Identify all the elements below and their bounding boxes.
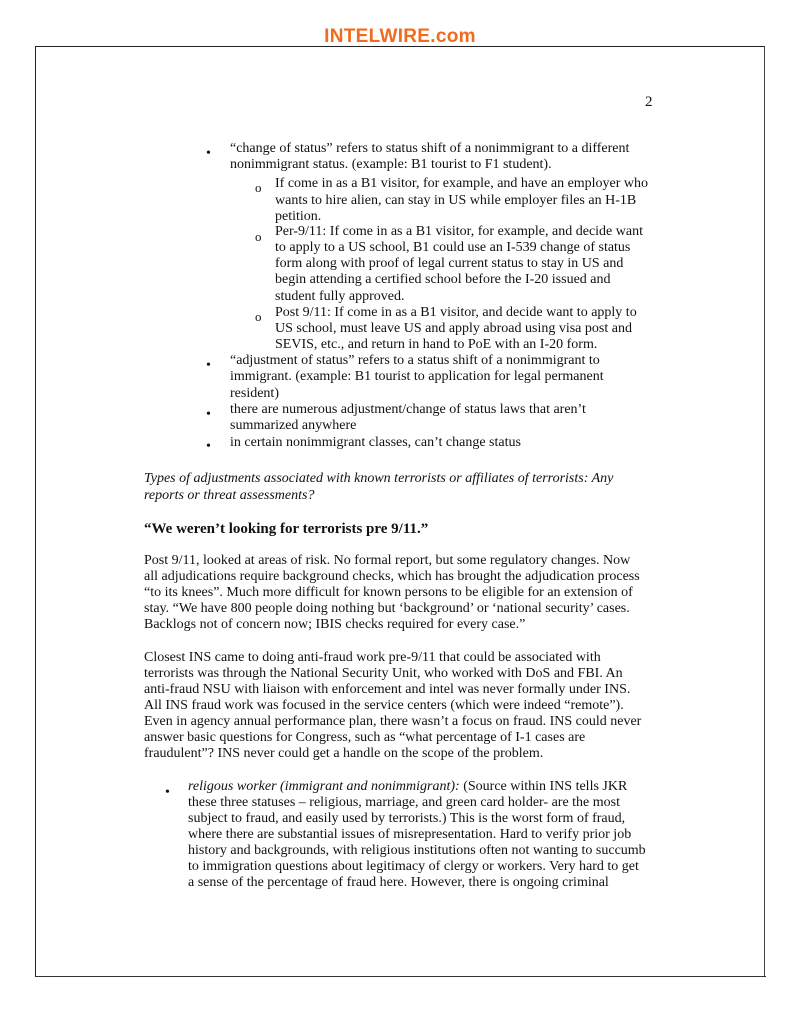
sub-bullet-marker: o: [255, 229, 262, 244]
text-line: history and backgrounds, with religious institutions often not wanting to succumb: [188, 843, 646, 858]
text-line: resident): [230, 386, 279, 401]
bullet-dot: •: [206, 407, 211, 422]
text-line: Backlogs not of concern now; IBIS checks required for every case.”: [144, 617, 526, 632]
text-line: “to its knees”. Much more difficult for known persons to be eligible for an extension of: [144, 585, 633, 600]
text-line: a sense of the percentage of fraud here. However, there is ongoing criminal: [188, 875, 609, 890]
text-line: stay. “We have 800 people doing nothing but ‘background’ or ‘national security’ cases.: [144, 601, 630, 616]
text-line: Even in agency annual performance plan, there wasn’t a focus on fraud. INS could never: [144, 714, 642, 729]
text-line: “adjustment of status” refers to a status shift of a nonimmigrant to: [230, 353, 600, 368]
text-line: nonimmigrant status. (example: B1 tourist to F1 student).: [230, 157, 552, 172]
text-line: subject to fraud, and easily used by terrorists.) This is the worst form of fraud,: [188, 811, 626, 826]
bullet-dot: •: [206, 146, 211, 161]
text-line: All INS fraud work was focused in the service centers (which were indeed “remote”).: [144, 698, 624, 713]
bullet-dot: •: [206, 439, 211, 454]
text-line: there are numerous adjustment/change of status laws that aren’t: [230, 402, 586, 417]
text-line: If come in as a B1 visitor, for example, and have an employer who: [275, 176, 649, 191]
text-line: student fully approved.: [275, 289, 405, 304]
sub-bullet-marker: o: [255, 309, 262, 324]
text-line: Per-9/11: If come in as a B1 visitor, for example, and decide want: [275, 224, 643, 239]
text-line: US school, must leave US and apply abroad using visa post and: [275, 321, 632, 336]
text-line: where there are substantial issues of misrepresentation. Hard to verify prior job: [188, 827, 632, 842]
text-line: SEVIS, etc., and return in hand to PoE with an I-20 form.: [275, 337, 598, 352]
site-banner: INTELWIRE.com: [324, 26, 476, 47]
bullet-dot: •: [165, 785, 170, 800]
text-line: anti-fraud NSU with liaison with enforcement and intel was never formally under INS.: [144, 682, 631, 697]
text-line: in certain nonimmigrant classes, can’t change status: [230, 435, 521, 450]
bullet-dot: •: [206, 358, 211, 373]
text-line: “change of status” refers to status shift of a nonimmigrant to a different: [230, 141, 630, 156]
text-line: petition.: [275, 209, 322, 224]
question-line: Types of adjustments associated with known terrorists or affiliates of terrorists: Any: [144, 471, 614, 486]
question-line: reports or threat assessments?: [144, 488, 315, 503]
text-line: to immigration questions about legitimacy of clergy or workers. Very hard to get: [188, 859, 639, 874]
text-line: begin attending a certified school before the I-20 issued and: [275, 272, 611, 287]
religious-worker-lead: religous worker (immigrant and nonimmigrant):: [188, 779, 460, 794]
sub-bullet-marker: o: [255, 180, 262, 195]
text-line: summarized anywhere: [230, 418, 357, 433]
text-line: Post 9/11: If come in as a B1 visitor, and decide want to apply to: [275, 305, 637, 320]
text-line: answer basic questions for Congress, such as “what percentage of I-1 cases are: [144, 730, 586, 745]
text-line: terrorists was through the National Security Unit, who worked with DoS and FBI. An: [144, 666, 623, 681]
text-line: Closest INS came to doing anti-fraud work pre-9/11 that could be associated with: [144, 650, 601, 665]
text-line: immigrant. (example: B1 tourist to application for legal permanent: [230, 369, 604, 384]
text-line: these three statuses – religious, marriage, and green card holder- are the most: [188, 795, 620, 810]
text-line: to apply to a US school, B1 could use an I-539 change of status: [275, 240, 631, 255]
text-line: [188, 779, 627, 795]
text-line: fraudulent”? INS never could get a handle on the scope of the problem.: [144, 746, 544, 761]
text-line: Post 9/11, looked at areas of risk. No formal report, but some regulatory changes. Now: [144, 553, 631, 568]
section-heading: “We weren’t looking for terrorists pre 9/11.”: [144, 521, 429, 537]
text-line: all adjudications require background checks, which has brought the adjudication process: [144, 569, 640, 584]
text-line: wants to hire alien, can stay in US while employer files an H-1B: [275, 193, 637, 208]
bottom-rule: [35, 976, 766, 977]
page-number: 2: [645, 94, 653, 110]
religious-worker-source: (Source within INS tells JKR: [459, 779, 628, 794]
text-line: form along with proof of legal current status to stay in US and: [275, 256, 624, 271]
